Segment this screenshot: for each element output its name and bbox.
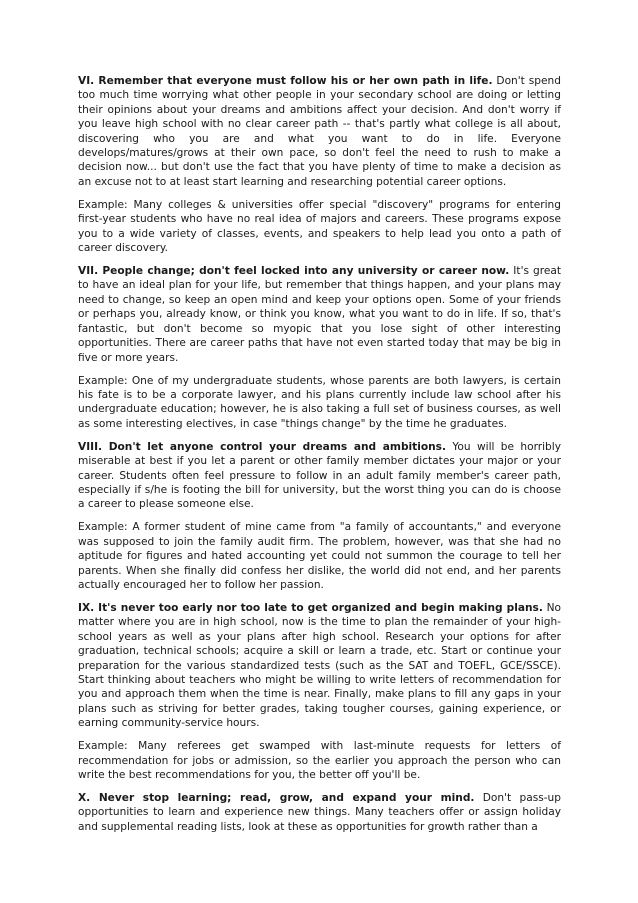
section-9-example: Example: Many referees get swamped with last-minute requests for letters of recommendation for jobs or admission, so the earlier you approach the person who can write the best recommendations for you, the better off you'll be. [78,740,561,782]
section-10-body: Don't pass-up opportunities to learn and experience new things. Many teachers offer or assign holiday and supplemental reading lists, look at these as opportunities for growth rather than a [78,792,561,833]
section-8-example: Example: A former student of mine came from "a family of accountants," and everyone was supposed to join the family audit firm. The problem, however, was that she had no aptitude for figures and hated accounting yet could not summon the courage to tell her parents. When she finally did confess her dislike, the world did not end, and her parents actually encouraged her to follow her passion. [78,521,561,591]
section-6-heading: VI. Remember that everyone must follow his or her own path in life. [78,75,493,87]
section-9-body: No matter where you are in high school, now is the time to plan the remainder of your high-school years as well as your plans after high school. Research your options for after graduation, technical schools; acquire a skill or learn a trade, etc. Start or continue your preparation for the various standardized tests (such as the SAT and TOEFL, GCE/SSCE). Start thinking about teachers who might be willing to write letters of recommendation for you and approach them when the time is near. Finally, make plans to fill any gaps in your plans such as striving for better grades, taking tougher courses, gaining experience, or earning community-service hours. [78,601,561,730]
document-page [78,74,561,843]
section-7-example: Example: One of my undergraduate students, whose parents are both lawyers, is certain his fate is to be a corporate lawyer, and his plans currently include law school after his undergraduate education; however, he is also taking a full set of business courses, as well as some interesting electives, in case "things change" by the time he graduates. [78,374,561,430]
section-6-example: Example: Many colleges & universities offer special "discovery" programs for entering first-year students who have no real idea of majors and careers. These programs expose you to a wide variety of classes, events, and speakers to help lead you onto a path of career discovery. [78,198,561,255]
section-10-heading: X. Never stop learning; read, grow, and expand your mind. [78,792,475,805]
section-8-paragraph [78,440,561,512]
section-7-paragraph [78,264,561,365]
section-9-paragraph [78,601,561,731]
section-8-body: You will be horribly miserable at best if you let a parent or other family member dictates your major or your career. Students often feel pressure to follow in an adult family member's career path, especially if s/he is footing the bill for university, but the worst thing you can do is choose a career to please someone else. [78,440,561,511]
section-8-heading: VIII. Don't let anyone control your dreams and ambitions. [78,440,447,453]
section-7-heading: VII. People change; don't feel locked into any university or career now. [78,265,510,278]
section-7-body: It's great to have an ideal plan for your life, but remember that things happen, and your plans may need to change, so keep an open mind and keep your options open. Some of your friends or perhaps you, already know, or think you know, what you want to do in life. If so, that's fantastic, but don't become so myopic that you lose sight of other interesting opportunities. There are career paths that have not even started today that may be big in five or more years. [78,265,561,364]
section-9-heading: IX. It's never too early nor too late to get organized and begin making plans. [78,601,543,614]
section-10-paragraph [78,791,561,834]
section-6-body: Don't spend too much time worrying what other people in your secondary school are doing or letting their opinions about your dreams and ambitions affect your decision. And don't worry if you leave high school with no clear career path -- that's partly what college is all about, discovering who you are and what you want to do in life. Everyone develops/matures/grows at their own pace, so don't feel the need to rush to make a decision now... but don't use the fact that you have plenty of time to make a decision as an excuse not to at least start learning and researching potential career options. [78,75,561,188]
section-6-paragraph [78,74,561,189]
